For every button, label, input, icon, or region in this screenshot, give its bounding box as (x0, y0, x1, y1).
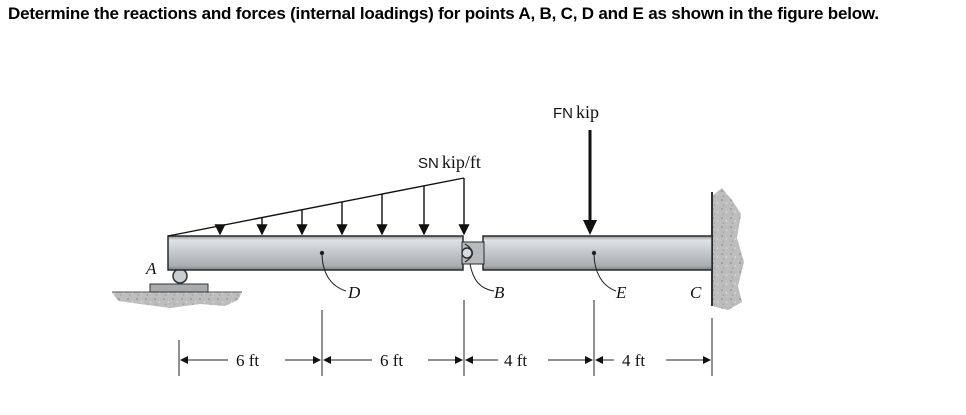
ground-left (112, 292, 242, 308)
dimension-label-2: 6 ft (380, 351, 404, 370)
beam (168, 236, 712, 270)
point-label-a: A (146, 259, 157, 278)
point-label-d: D (348, 283, 361, 302)
point-load-label: FN kip (553, 102, 600, 122)
point-label-e: E (616, 283, 627, 302)
distributed-load-label: SN kip/ft (418, 152, 481, 172)
problem-statement: Determine the reactions and forces (internal loadings) for points A, B, C, D and E as shown in the figure below. (8, 4, 879, 23)
dimension-label-3: 4 ft (504, 351, 528, 370)
point-label-c: C (690, 283, 702, 302)
dimension-label-4: 4 ft (622, 351, 646, 370)
fixed-wall-c (712, 188, 744, 310)
point-load-arrow (583, 130, 597, 235)
point-label-b: B (494, 283, 505, 302)
dimension-label-1: 6 ft (236, 351, 260, 370)
distributed-load (168, 178, 464, 236)
roller-support-a (150, 269, 208, 292)
